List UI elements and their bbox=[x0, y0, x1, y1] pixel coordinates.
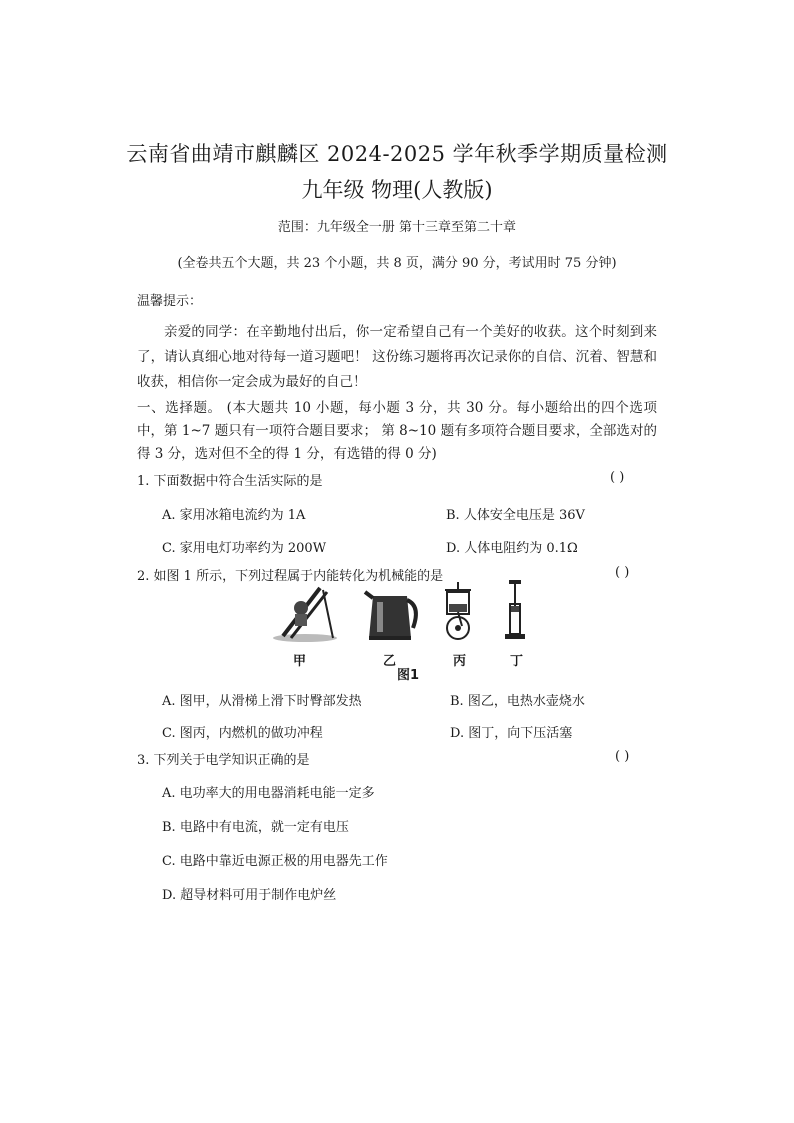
figure-label-yi: 乙 bbox=[383, 654, 397, 669]
exam-range: 范围：九年级全一册 第十三章至第二十章 bbox=[277, 220, 517, 235]
question-1-option-d: D. 人体电阻约为 0.1Ω bbox=[446, 541, 578, 556]
exam-title: 云南省曲靖市麒麟区 2024-2025 学年秋季学期质量检测 bbox=[126, 142, 668, 166]
question-1-option-c: C. 家用电灯功率约为 200W bbox=[162, 541, 327, 556]
question-3-option-d: D. 超导材料可用于制作电炉丝 bbox=[162, 888, 337, 903]
figure-label-jia: 甲 bbox=[293, 654, 307, 669]
question-2-option-d: D. 图丁，向下压活塞 bbox=[450, 726, 573, 741]
piston-icon bbox=[505, 580, 525, 639]
figure-label-ding: 丁 bbox=[510, 654, 524, 669]
figure-1 bbox=[265, 580, 535, 683]
question-3-answer-paren: ( ) bbox=[615, 749, 630, 764]
question-2-option-b: B. 图乙，电热水壶烧水 bbox=[450, 694, 585, 709]
exam-subtitle: 九年级 物理(人教版) bbox=[301, 178, 493, 202]
exam-note: (全卷共五个大题，共 23 个小题，共 8 页，满分 90 分，考试用时 75 分钟) bbox=[177, 256, 617, 271]
question-1-option-a: A. 家用冰箱电流约为 1A bbox=[162, 508, 306, 523]
question-2-stem: 2. 如图 1 所示，下列过程属于内能转化为机械能的是 bbox=[137, 569, 444, 584]
question-3-option-b: B. 电路中有电流，就一定有电压 bbox=[162, 820, 349, 835]
question-2-answer-paren: ( ) bbox=[615, 565, 630, 580]
question-3-stem: 3. 下列关于电学知识正确的是 bbox=[137, 753, 310, 768]
slide-icon bbox=[273, 588, 337, 642]
question-1-option-b: B. 人体安全电压是 36V bbox=[446, 508, 585, 523]
question-3-option-a: A. 电功率大的用电器消耗电能一定多 bbox=[162, 786, 375, 801]
figure-label-bing: 丙 bbox=[453, 654, 467, 669]
engine-icon bbox=[445, 582, 471, 639]
question-1-answer-paren: ( ) bbox=[610, 470, 625, 485]
reminder-body: 亲爱的同学：在辛勤地付出后，你一定希望自己有一个美好的收获。这个时刻到来了，请认真细心地对待每一道习题吧！ 这份练习题将再次记录你的自信、沉着、智慧和收获，相信你一定会成为最好的自己！ bbox=[137, 324, 657, 390]
question-2-option-c: C. 图丙，内燃机的做功冲程 bbox=[162, 726, 323, 741]
question-3-option-c: C. 电路中靠近电源正极的用电器先工作 bbox=[162, 854, 388, 869]
question-1-stem: 1. 下面数据中符合生活实际的是 bbox=[137, 474, 323, 489]
figure-caption: 图1 bbox=[397, 668, 420, 683]
question-2-option-a: A. 图甲，从滑梯上滑下时臀部发热 bbox=[162, 694, 362, 709]
reminder-label: 温馨提示： bbox=[137, 294, 203, 309]
section1-heading: 一、选择题。 (本大题共 10 小题，每小题 3 分，共 30 分。每小题给出的四个选项中，第 1~7 题只有一项符合题目要求； 第 8~10 题有多项符合题目要求，全部选对的得 3 分，选对但不全的得 1 分，有选错的得 0 分) bbox=[137, 400, 657, 462]
kettle-icon bbox=[365, 592, 416, 640]
